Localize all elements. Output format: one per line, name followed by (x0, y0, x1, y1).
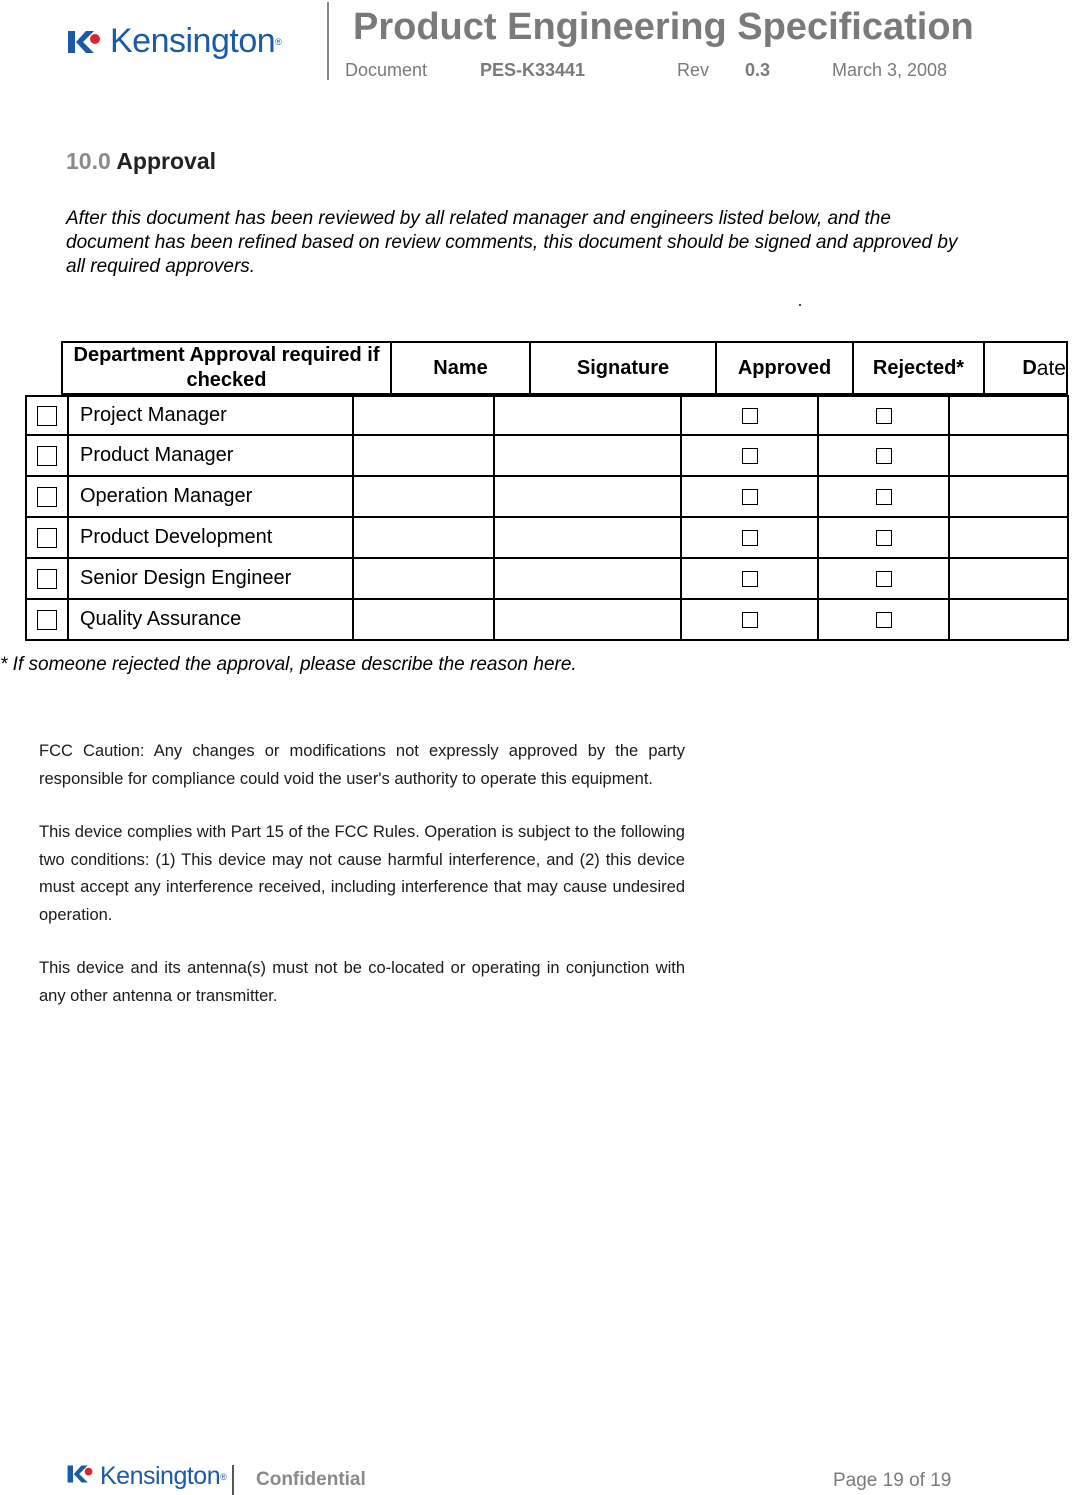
required-checkbox[interactable] (37, 446, 57, 466)
approved-checkbox[interactable] (742, 612, 758, 628)
approved-checkbox[interactable] (742, 448, 758, 464)
fcc-statement (39, 738, 685, 1036)
signature-cell[interactable] (495, 559, 682, 598)
fcc-antenna: This device and its antenna(s) must not be co-located or operating in conjunction with any other antenna or transmitter. (39, 959, 685, 1005)
footer-divider (232, 1465, 234, 1495)
date-cell[interactable] (950, 436, 1069, 475)
rejection-footnote: * If someone rejected the approval, please describe the reason here. (0, 654, 577, 675)
section-title: Approval (116, 148, 216, 174)
header-dept: Department Approval required if checked (61, 341, 390, 395)
rejected-checkbox[interactable] (876, 408, 892, 424)
registered-icon: ® (220, 1471, 227, 1482)
date-cell[interactable] (950, 600, 1069, 639)
kensington-logo (66, 22, 282, 61)
page-number: Page 19 of 19 (833, 1470, 952, 1491)
rejected-checkbox[interactable] (876, 448, 892, 464)
footer-logo (66, 1462, 227, 1491)
table-row (27, 518, 1069, 559)
dept-label: Project Manager (69, 397, 354, 434)
kensington-mark-icon (66, 27, 102, 57)
confidential-label: Confidential (256, 1469, 366, 1490)
document-label: Document (345, 60, 428, 80)
footer-brand-name: Kensington (100, 1462, 221, 1490)
dept-label: Operation Manager (69, 477, 354, 516)
date-cell[interactable] (950, 397, 1069, 434)
approved-checkbox[interactable] (742, 530, 758, 546)
required-checkbox[interactable] (37, 528, 57, 548)
header-signature: Signature (529, 341, 715, 395)
fcc-compliance: This device complies with Part 15 of the FCC Rules. Operation is subject to the following two conditions: (1) This device may not cause harmful interference, and (2) this device must accept any interference received, including interference that may cause undesired operation. (39, 823, 685, 924)
header-rejected: Rejected* (852, 341, 983, 395)
dept-label: Quality Assurance (69, 600, 354, 639)
required-checkbox[interactable] (37, 406, 57, 426)
kensington-mark-icon (66, 1462, 94, 1491)
required-checkbox[interactable] (37, 610, 57, 630)
date-cell[interactable] (950, 477, 1069, 516)
document-number: PES-K33441 (480, 60, 586, 80)
signature-cell[interactable] (495, 436, 682, 475)
name-cell[interactable] (354, 559, 495, 598)
header-date-d: D (1022, 356, 1037, 379)
date-cell[interactable] (950, 559, 1069, 598)
name-cell[interactable] (354, 477, 495, 516)
table-row (27, 436, 1069, 477)
signature-cell[interactable] (495, 518, 682, 557)
approval-table-header (61, 341, 1068, 395)
section-intro: After this document has been reviewed by all related manager and engineers listed below, and the document has been refined based on review comments, this document should be signed and approved by all required approvers. (66, 208, 958, 277)
dept-label: Senior Design Engineer (69, 559, 354, 598)
approved-checkbox[interactable] (742, 408, 758, 424)
header-date-rest: ate (1036, 356, 1066, 380)
stray-dot (799, 304, 801, 306)
approved-checkbox[interactable] (742, 489, 758, 505)
dept-label: Product Manager (69, 436, 354, 475)
signature-cell[interactable] (495, 477, 682, 516)
rejected-checkbox[interactable] (876, 489, 892, 505)
rejected-checkbox[interactable] (876, 571, 892, 587)
document-title: Product Engineering Specification (353, 6, 974, 48)
required-checkbox[interactable] (37, 569, 57, 589)
header-date (983, 341, 1068, 395)
name-cell[interactable] (354, 518, 495, 557)
name-cell[interactable] (354, 436, 495, 475)
rejected-checkbox[interactable] (876, 612, 892, 628)
name-cell[interactable] (354, 397, 495, 434)
date-cell[interactable] (950, 518, 1069, 557)
header-approved: Approved (715, 341, 852, 395)
rev-value: 0.3 (745, 60, 771, 80)
name-cell[interactable] (354, 600, 495, 639)
table-row (27, 477, 1069, 518)
dept-label: Product Development (69, 518, 354, 557)
approval-table-body (25, 395, 1069, 641)
header-name: Name (390, 341, 529, 395)
registered-icon: ® (275, 36, 282, 47)
table-row (27, 600, 1069, 641)
approved-checkbox[interactable] (742, 571, 758, 587)
required-checkbox[interactable] (37, 487, 57, 507)
section-number: 10.0 (66, 148, 111, 174)
table-row (27, 559, 1069, 600)
rev-label: Rev (677, 60, 710, 80)
brand-name: Kensington (110, 22, 276, 60)
section-heading (66, 148, 216, 175)
rejected-checkbox[interactable] (876, 530, 892, 546)
fcc-caution: FCC Caution: Any changes or modifications not expressly approved by the party responsible for compliance could void the user's authority to operate this equipment. (39, 742, 685, 788)
document-date: March 3, 2008 (832, 60, 948, 80)
table-row (27, 395, 1069, 436)
signature-cell[interactable] (495, 600, 682, 639)
signature-cell[interactable] (495, 397, 682, 434)
header-divider (327, 2, 329, 80)
